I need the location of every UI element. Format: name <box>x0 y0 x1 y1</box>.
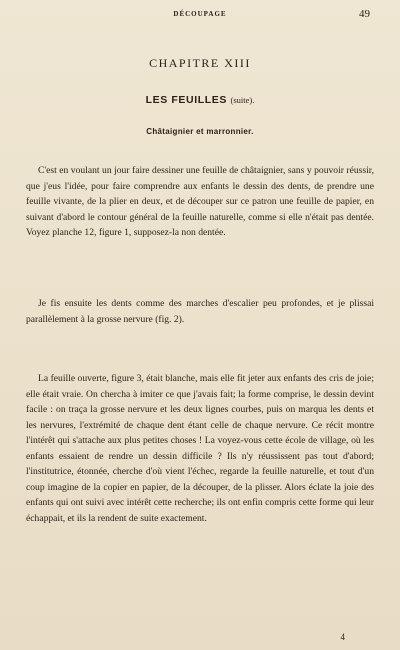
running-head-title: DÉCOUPAGE <box>173 10 227 18</box>
folio-signature: 4 <box>340 632 345 642</box>
paragraph-2: Je fis ensuite les dents comme des marches d'escalier peu profondes, et je plissai parallèlement à la grosse nervure (fig. 2). <box>26 298 374 325</box>
paragraph-3: La feuille ouverte, figure 3, était blanche, mais elle fit jeter aux enfants des cris de joie; elle était vraie. On chercha à imiter ce que j'avais fait; la forme comprise, le dessin devint facile : on traça la grosse nervure et les deux lignes courbes, puis on marqua les dents et les nervures, l'extrémité de chaque dent étant celle de chaque nervure. Ce récit montre l'intérêt qui s'attache aux plus petites choses ! La voyez-vous cette école de village, où les enfants essaient de rendre un dessin difficile ? Ils n'y réussissent pas tout d'abord; l'institutrice, étonnée, cherche d'où vient l'échec, regarde la feuille naturelle, et tout d'un coup imagine de la copier en papier, de la découper, de la plisser. Alors éclate la joie des enfants qui ont suivi avec intérêt cette recherche; ils ont enfin compris cette forme qui leur échappait, et ils la rendent de suite exactement. <box>26 373 374 524</box>
running-head <box>0 10 400 24</box>
section-heading <box>0 94 400 106</box>
chapter-title: CHAPITRE XIII <box>149 56 251 70</box>
section-title: LES FEUILLES <box>145 94 227 106</box>
page-number: 49 <box>359 8 370 20</box>
section-suite: (suite). <box>230 95 255 105</box>
paragraph-1: C'est en voulant un jour faire dessiner une feuille de châtaignier, sans y pouvoir réussir, que j'eus l'idée, pour faire comprendre aux enfants le dessin des dents, de prendre une feuille vivante, de la plier en deux, et de découper sur ce patron une feuille de papier, en suivant d'abord le contour général de la feuille naturelle, comme si elle n'était pas dentée. Voyez planche 12, figure 1, supposez-la non dentée. <box>26 165 374 238</box>
subsection-title: Châtaignier et marronnier. <box>146 127 254 136</box>
